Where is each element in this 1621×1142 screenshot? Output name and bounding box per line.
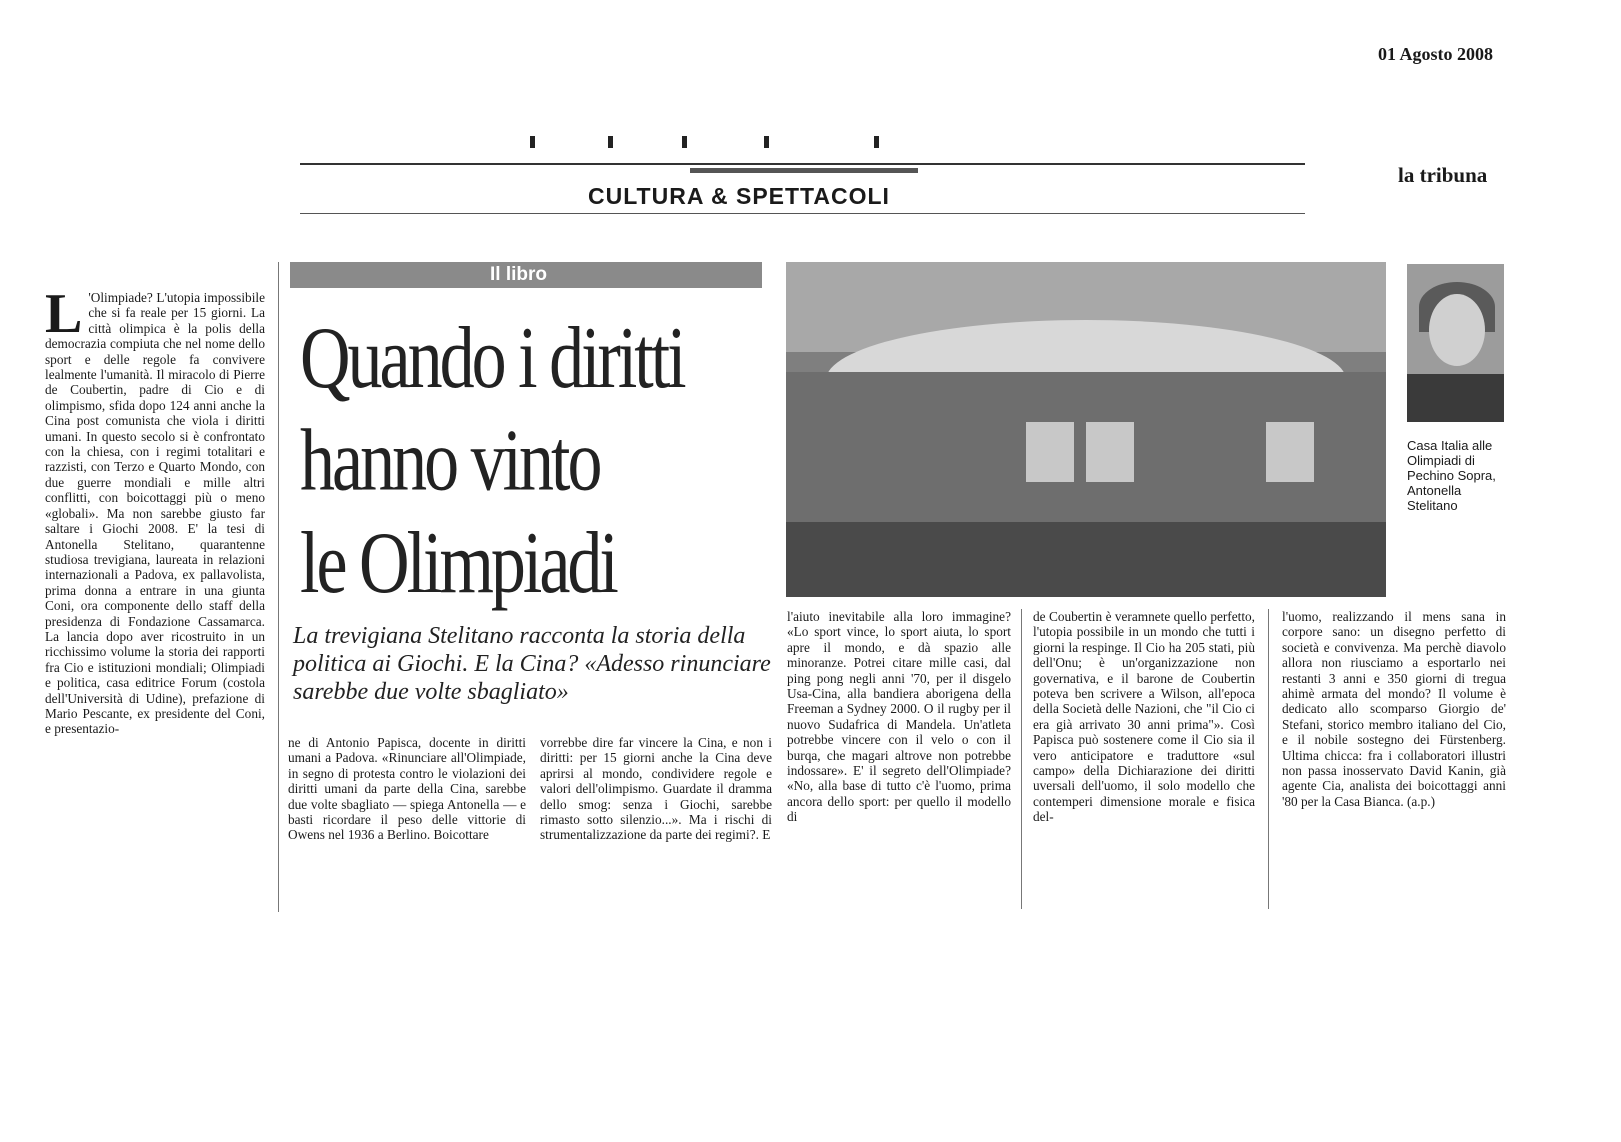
- section-rule: [300, 213, 1305, 214]
- article-text: l'aiuto inevitabile alla loro immagine? «Lo sport vince, lo sport aiuta, lo sport apre il mondo, e dà spazio alle minoranze. Potrei citare mille casi, dal ping pong negli anni '70, per il disgelo Usa-Cina, alla bandiera aborigena della Freeman a Sydney 2000. O il rugby per il nuovo Sudafrica di Mandela. Un'atleta potrebbe vincere con il velo o con il burqa, che magari altrove non potrebbe indossare». E' il segreto dell'Olimpiade? «No, alla base di tutto c'è l'uomo, prima ancora dello sport: per quello il modello di: [787, 609, 1011, 825]
- photo-caption: Casa Italia alle Olimpiadi di Pechino Sopra, Antonella Stelitano: [1407, 438, 1496, 513]
- article-text: vorrebbe dire far vincere la Cina, e non i diritti: per 15 giorni anche la Cina deve aprirsi al mondo, condividere regole e valori dell'olimpismo. Guardate il dramma dello smog: senza i Giochi, sarebbe rimasto sotto silenzio...». Ma i rischi di strumentalizzazione da parte dei regimi?. E: [540, 735, 772, 843]
- header-rule: [300, 163, 1305, 165]
- olympic-venue-photo: [786, 262, 1386, 597]
- subheadline: La trevigiana Stelitano racconta la storia della politica ai Giochi. E la Cina? «Adesso rinunciare sarebbe due volte sbagliato»: [293, 623, 771, 705]
- portrait-face: [1429, 294, 1485, 366]
- headline-line: le Olimpiadi: [300, 515, 616, 612]
- column-divider: [278, 262, 279, 912]
- article-text: 'Olimpiade? L'utopia impossibile che si fa reale per 15 giorni. La città olimpica è la polis della democrazia compiuta che nel nome dello sport e delle regole fa convivere lealmente l'umanità. Il miracolo di Pierre de Coubertin, padre di Cio e di olimpismo, sfida dopo 124 anni anche la Cina post comunista che viola i diritti umani. In questo secolo si è confrontato con la chiesa, con i regimi totalitari e razzisti, con Terzo e Quarto Mondo, con due guerre mondiali e mille altri conflitti, con boicottaggi più o meno «globali». Ma non sarebbe giusto far saltare i Giochi 2008. E' la tesi di Antonella Stelitano, quarantenne studiosa trevigiana, laureata in relazioni internazionali a Padova, ex pallavolista, prima donna a entrare in una giunta Coni, ora componente dello staff della presidenza di Fondazione Cassamarca. La lancia dopo aver ricostruito in un ricchissimo volume la storia dei rapporti fra Cio e istituzioni mondiali; Olimpiadi e politica, casa editrice Forum (costola dell'Università di Udine), prefazione di Mario Pescante, ex presidente del Coni, e presentazio-: [45, 290, 265, 737]
- article-column-2: [288, 735, 526, 843]
- article-column-1: [45, 283, 265, 737]
- portrait-body: [1407, 374, 1504, 422]
- article-text: de Coubertin è veramnete quello perfetto, l'utopia possibile in un mondo che tutti i giorni la respinge. Il Cio ha 205 stati, più dell'Onu; è un'organizzazione non governativa, e il barone de Coubertin poteva ben scrivere a Wilson, all'epoca della Società delle Nazioni, che "il Cio ci era già arrivato 30 anni prima"». Così Papisca può sostenere come il Cio sia il vero anticipatore e traduttore «sul campo» della Dichiarazione dei diritti uversali dell'uomo, il solo modello che contemperi dimensione morale e fisica del-: [1033, 609, 1255, 825]
- article-column-4: [787, 609, 1011, 825]
- article-column-5: [1033, 609, 1255, 825]
- photo-floor: [786, 522, 1386, 597]
- article-column-6: [1282, 609, 1506, 809]
- header-ornament: [530, 136, 910, 150]
- author-portrait-photo: [1407, 264, 1504, 422]
- article-column-3: [540, 735, 772, 843]
- headline-line: hanno vinto: [300, 413, 600, 510]
- column-divider: [1268, 609, 1269, 909]
- drop-cap: L: [45, 283, 83, 345]
- column-divider: [1021, 609, 1022, 909]
- section-title: CULTURA & SPETTACOLI: [588, 183, 890, 209]
- headline-line: Quando i diritti: [300, 310, 684, 407]
- newspaper-name: la tribuna: [1398, 163, 1488, 187]
- clipping-date: 01 Agosto 2008: [1378, 44, 1494, 64]
- article-text: l'uomo, realizzando il mens sana in corpore sano: un disegno perfetto di società e convivenza. Ma perchè diavolo allora non riusciamo a esportarlo nei restanti 3 anni e 350 giorni di tregua ahimè armata del mondo? Il volume è dedicato allo scomparso Giorgio de' Stefani, storico membro italiano del Cio, e il nobile sostegno dei Fürstenberg. Ultima chicca: fra i collaboratori illustri non passa inosservato David Kanin, già agente Cia, analista dei boicottaggi anni '80 per la Casa Bianca. (a.p.): [1282, 609, 1506, 809]
- kicker-label: Il libro: [490, 264, 547, 285]
- photo-window: [1086, 422, 1134, 482]
- photo-window: [1266, 422, 1314, 482]
- section-bar: [690, 168, 918, 173]
- photo-window: [1026, 422, 1074, 482]
- headline: [300, 308, 780, 616]
- kicker-bar: [290, 262, 762, 288]
- article-text: ne di Antonio Papisca, docente in diritti umani a Padova. «Rinunciare all'Olimpiade, in segno di protesta contro le violazioni dei diritti umani da parte della Cina, sarebbe due volte sbagliato — spiega Antonella — e basti ricordare il peso delle vittorie di Owens nel 1936 a Berlino. Boicottare: [288, 735, 526, 843]
